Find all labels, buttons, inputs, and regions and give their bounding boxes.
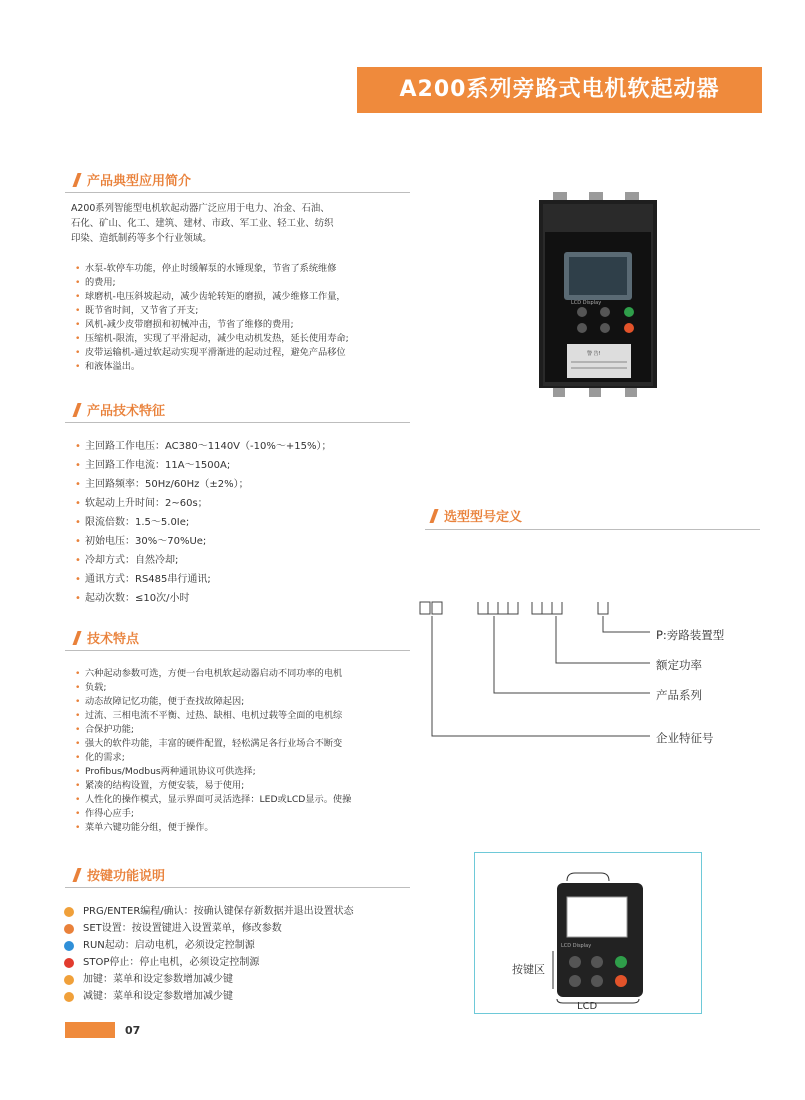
list-item: • 限流倍数：1.5～5.0Ie;: [75, 516, 395, 535]
model-label-series: 产品系列: [656, 688, 702, 702]
list-item: • 初始电压：30%～70%Ue;: [75, 535, 395, 554]
list-item: • 菜单六键功能分组，便于操作。: [75, 821, 420, 835]
list-item: • 水泵-软停车功能，停止时缓解泵的水锤现象，节省了系统维修: [75, 262, 420, 276]
heading-slash-icon: [429, 509, 438, 523]
list-item: • 主回路频率：50Hz/60Hz（±2%）；: [75, 478, 395, 497]
list-item: • 化的需求;: [75, 751, 420, 765]
footer-accent-bar: [65, 1022, 115, 1038]
minus-icon: [64, 992, 74, 1002]
model-label-bypass: P:旁路装置型: [656, 628, 725, 642]
model-label-enterprise-code: 企业特征号: [656, 731, 714, 745]
list-item: • 的费用;: [75, 276, 420, 290]
section-heading-features: 技术特点: [75, 628, 139, 647]
model-label-rated-power: 额定功率: [656, 658, 702, 672]
lcd-panel-image: [475, 853, 701, 1013]
list-item: • 作得心应手;: [75, 807, 420, 821]
tech-spec-list: [75, 440, 395, 611]
svg-text:警 告!: 警 告!: [587, 351, 601, 357]
list-item: STOP停止：停止电机，必须设定控制源: [64, 954, 354, 971]
prg-enter-icon: [64, 907, 74, 917]
model-code-diagram: [418, 596, 778, 756]
list-item: • 六种起动参数可选，方便一台电机软起动器启动不同功率的电机: [75, 667, 420, 681]
section-heading-model: 选型型号定义: [432, 506, 522, 525]
soft-starter-product-image: [537, 192, 659, 397]
section-heading-keys: 按键功能说明: [75, 865, 165, 884]
list-item: RUN起动：启动电机，必须设定控制源: [64, 937, 354, 954]
plus-icon: [64, 975, 74, 985]
key-function-list: [64, 903, 354, 1005]
list-item: • 压缩机-限流，实现了平滑起动，减少电动机发热，延长使用寿命;: [75, 332, 420, 346]
list-item: SET设置：按设置键进入设置菜单，修改参数: [64, 920, 354, 937]
section-divider: [65, 192, 410, 193]
list-item: • 球磨机-电压斜坡起动，减少齿轮转矩的磨损，减少维修工作量，: [75, 290, 420, 304]
list-item: PRG/ENTER编程/确认：按确认键保存新数据并退出设置状态: [64, 903, 354, 920]
section-heading-tech: 产品技术特征: [75, 400, 165, 419]
section-heading-intro: 产品典型应用简介: [75, 170, 191, 189]
set-icon: [64, 924, 74, 934]
list-item: • 皮带运输机-通过软起动实现平滑渐进的起动过程，避免产品移位: [75, 346, 420, 360]
features-bullet-list: [75, 667, 420, 835]
section-divider: [425, 529, 760, 530]
list-item: • 紧凑的结构设置，方便安装，易于使用;: [75, 779, 420, 793]
lcd-label: LCD: [577, 1001, 598, 1012]
list-item: • 通讯方式：RS485串行通讯;: [75, 573, 395, 592]
list-item: • 动态故障记忆功能，便于查找故障起因;: [75, 695, 420, 709]
lcd-keypad-callout: [474, 852, 702, 1014]
section-divider: [65, 422, 410, 423]
list-item: • 起动次数：≤10次/小时: [75, 592, 395, 611]
section-divider: [65, 887, 410, 888]
list-item: • 风机-减少皮带磨损和初械冲击，节省了维修的费用;: [75, 318, 420, 332]
run-icon: [64, 941, 74, 951]
page-title-banner: A200系列旁路式电机软起动器: [357, 67, 762, 113]
list-item: • 合保护功能;: [75, 723, 420, 737]
svg-text:LCD Display: LCD Display: [561, 943, 592, 949]
list-item: 加键：菜单和设定参数增加减少键: [64, 971, 354, 988]
list-item: • 主回路工作电压：AC380～1140V（-10%～+15%）；: [75, 440, 395, 459]
list-item: • 强大的软件功能，丰富的硬件配置，轻松满足各行业场合不断变: [75, 737, 420, 751]
intro-paragraph: A200系列智能型电机软起动器广泛应用于电力、冶金、石油、 石化、矿山、化工、建筑、建材、市政、军工业、轻工业、纺织 印染、造纸制药等多个行业领域。: [71, 203, 334, 244]
intro-bullet-list: [75, 262, 420, 374]
svg-text:LCD Display: LCD Display: [571, 300, 602, 306]
heading-slash-icon: [72, 631, 81, 645]
list-item: • 软起动上升时间：2~60s；: [75, 497, 395, 516]
page-number: 07: [125, 1024, 141, 1037]
keypad-area-label: 按键区: [512, 963, 545, 976]
heading-slash-icon: [72, 173, 81, 187]
list-item: • 主回路工作电流：11A～1500A;: [75, 459, 395, 478]
list-item: • 和液体溢出。: [75, 360, 420, 374]
list-item: • 过流、三相电流不平衡、过热、缺相、电机过载等全面的电机综: [75, 709, 420, 723]
list-item: • 冷却方式：自然冷却;: [75, 554, 395, 573]
stop-icon: [64, 958, 74, 968]
heading-slash-icon: [72, 403, 81, 417]
list-item: • 人性化的操作模式，显示界面可灵活选择：LED或LCD显示。使操: [75, 793, 420, 807]
section-divider: [65, 650, 410, 651]
list-item: • 既节省时间，又节省了开支;: [75, 304, 420, 318]
list-item: • 负载;: [75, 681, 420, 695]
list-item: 减键：菜单和设定参数增加减少键: [64, 988, 354, 1005]
list-item: • Profibus/Modbus两种通讯协议可供选择;: [75, 765, 420, 779]
heading-slash-icon: [72, 868, 81, 882]
